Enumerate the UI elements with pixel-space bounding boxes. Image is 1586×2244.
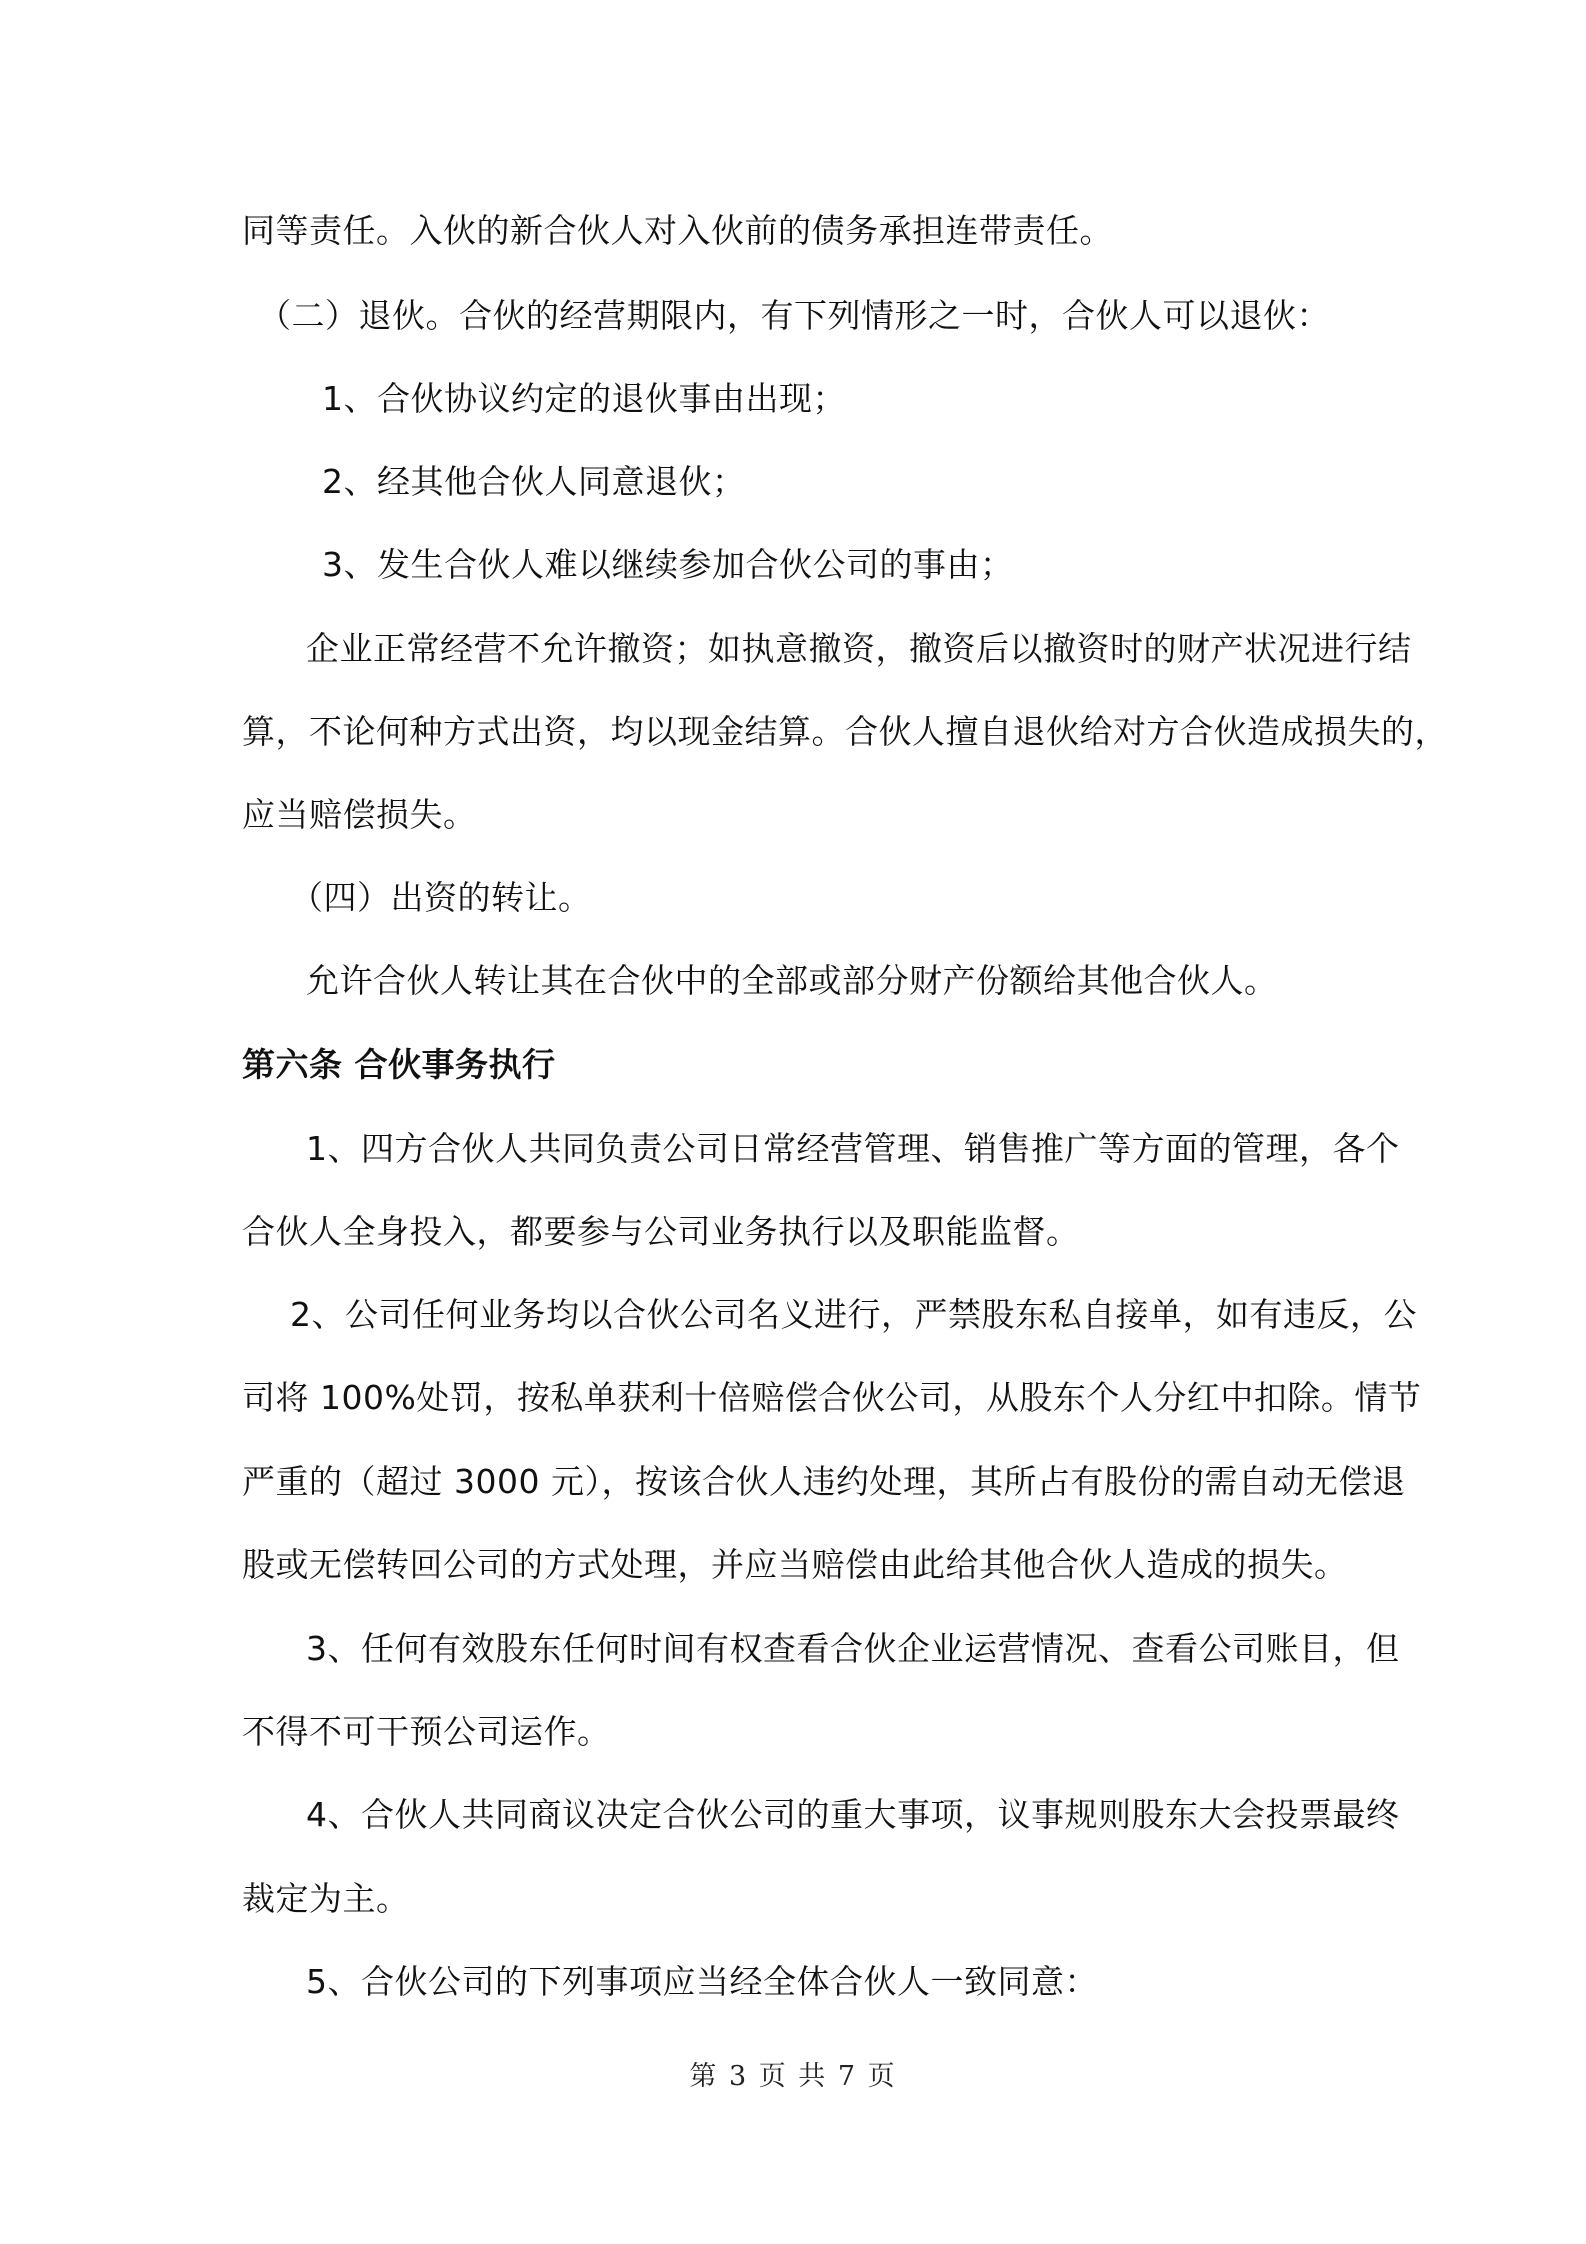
paragraph-line: （二）退伙。合伙的经营期限内，有下列情形之一时，合伙人可以退伙： (258, 296, 1330, 335)
paragraph-line: 应当赔偿损失。 (242, 795, 477, 834)
paragraph-line: 不得不可干预公司运作。 (242, 1712, 611, 1751)
article-heading: 第六条 合伙事务执行 (242, 1045, 556, 1084)
list-item: 4、合伙人共同商议决定合伙公司的重大事项，议事规则股东大会投票最终 (306, 1795, 1400, 1834)
paragraph-line: 严重的（超过 3000 元），按该合伙人违约处理，其所占有股份的需自动无偿退 (242, 1462, 1406, 1501)
list-item: 1、四方合伙人共同负责公司日常经营管理、销售推广等方面的管理，各个 (306, 1129, 1400, 1168)
paragraph-line: 司将 100%处罚，按私单获利十倍赔偿合伙公司，从股东个人分红中扣除。情节 (242, 1378, 1422, 1417)
paragraph-line: 同等责任。入伙的新合伙人对入伙前的债务承担连带责任。 (242, 211, 1113, 250)
paragraph-line: 裁定为主。 (242, 1879, 410, 1918)
paragraph-line: 合伙人全身投入，都要参与公司业务执行以及职能监督。 (242, 1212, 1080, 1251)
list-item: 1、合伙协议约定的退伙事由出现； (322, 379, 846, 418)
paragraph-line: 算，不论何种方式出资，均以现金结算。合伙人擅自退伙给对方合伙造成损失的， (242, 712, 1448, 751)
page-footer: 第 3 页 共 7 页 (689, 2061, 897, 2092)
paragraph-line: 企业正常经营不允许撤资；如执意撤资，撤资后以撤资时的财产状况进行结 (306, 629, 1412, 668)
list-item: 5、合伙公司的下列事项应当经全体合伙人一致同意： (306, 1962, 1098, 2001)
list-item: 3、任何有效股东任何时间有权查看合伙企业运营情况、查看公司账目，但 (306, 1629, 1400, 1668)
section-subheading: （四）出资的转让。 (290, 878, 592, 917)
paragraph-line: 股或无偿转回公司的方式处理，并应当赔偿由此给其他合伙人造成的损失。 (242, 1545, 1348, 1584)
list-item: 3、发生合伙人难以继续参加合伙公司的事由； (322, 545, 1014, 584)
list-item: 2、公司任何业务均以合伙公司名义进行，严禁股东私自接单，如有违反，公 (290, 1295, 1417, 1334)
list-item: 2、经其他合伙人同意退伙； (322, 462, 746, 501)
paragraph-line: 允许合伙人转让其在合伙中的全部或部分财产份额给其他合伙人。 (306, 961, 1278, 1000)
